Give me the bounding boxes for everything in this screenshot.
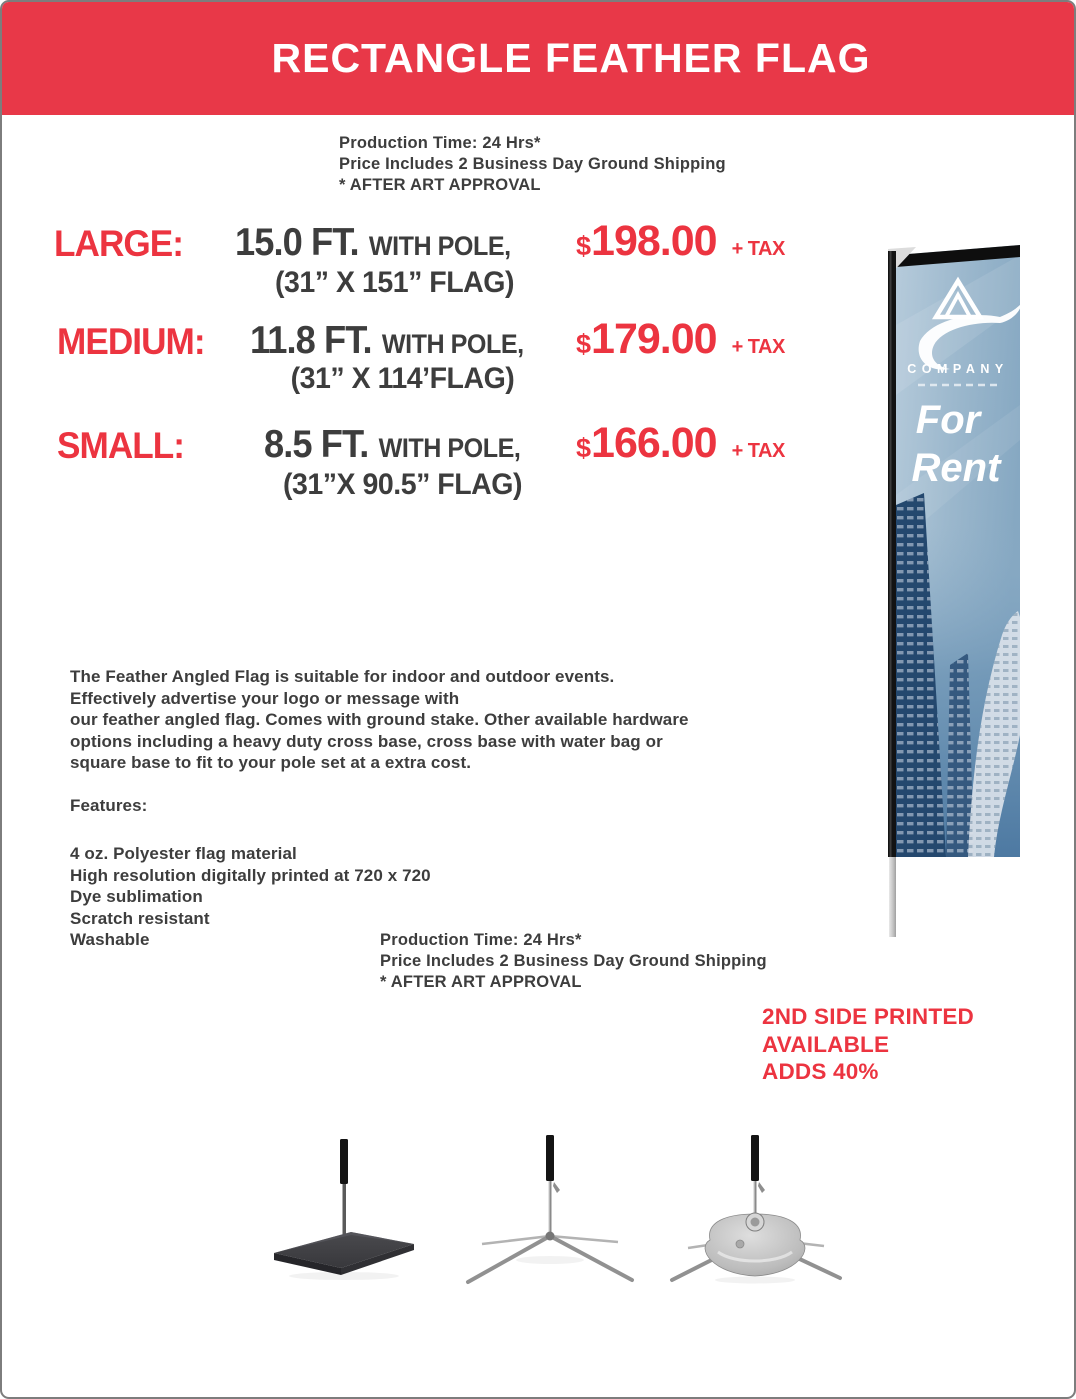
description-line: options including a heavy duty cross base, cross base with water bag or	[70, 731, 663, 751]
currency-symbol: $	[576, 433, 592, 463]
production-note-bottom	[380, 930, 767, 993]
feature-item: Washable	[70, 930, 150, 949]
currency-symbol: $	[576, 231, 592, 261]
feature-item: High resolution digitally printed at 720 x 720	[70, 865, 431, 885]
feature-item: 4 oz. Polyester flag material	[70, 844, 297, 863]
feature-item: Dye sublimation	[70, 887, 203, 906]
production-time-line: Production Time: 24 Hrs*	[339, 134, 541, 152]
spec-pole-medium: WITH POLE,	[381, 329, 524, 359]
header-banner	[2, 2, 1074, 115]
cross-base-water-bag-image	[660, 1132, 850, 1287]
spec-medium	[250, 321, 524, 360]
second-side-line: 2ND SIDE PRINTED	[762, 1004, 974, 1029]
price-amount-small: 166.00	[591, 419, 717, 467]
production-note-top	[339, 133, 726, 196]
art-approval-line: * AFTER ART APPROVAL	[380, 973, 582, 991]
flag-company-label: COMPANY	[907, 362, 1009, 376]
shipping-line: Price Includes 2 Business Day Ground Shipping	[380, 952, 767, 970]
dimensions-medium: (31” X 114’FLAG)	[290, 362, 515, 395]
description-line: our feather angled flag. Comes with ground stake. Other available hardware	[70, 710, 689, 729]
square-base-image	[259, 1135, 429, 1285]
production-time-line: Production Time: 24 Hrs*	[380, 931, 582, 949]
spec-large	[235, 223, 511, 262]
spec-small	[264, 425, 520, 464]
flag-preview-image	[876, 235, 1026, 941]
features-list	[70, 843, 431, 951]
plus-tax-label: + TAX	[731, 440, 785, 462]
price-large	[576, 217, 785, 265]
description-line: square base to fit to your pole set at a extra cost.	[70, 753, 472, 772]
shipping-line: Price Includes 2 Business Day Ground Shipping	[339, 155, 726, 173]
description-line: The Feather Angled Flag is suitable for indoor and outdoor events.	[70, 667, 615, 686]
size-label-medium: MEDIUM:	[57, 321, 205, 362]
price-amount-large: 198.00	[591, 217, 717, 265]
size-label-small: SMALL:	[57, 425, 185, 466]
size-label-large: LARGE:	[54, 223, 184, 264]
spec-pole-small: WITH POLE,	[378, 433, 521, 463]
description-line: Effectively advertise your logo or message with	[70, 688, 460, 708]
plus-tax-label: + TAX	[731, 336, 785, 358]
currency-symbol: $	[576, 329, 592, 359]
cross-base-image	[460, 1132, 640, 1287]
features-heading: Features:	[70, 796, 148, 815]
spec-height-large: 15.0 FT.	[235, 221, 359, 264]
spec-pole-large: WITH POLE,	[368, 231, 511, 261]
plus-tax-label: + TAX	[731, 238, 785, 260]
dimensions-small: (31”X 90.5” FLAG)	[282, 468, 522, 501]
second-side-line: ADDS 40%	[762, 1059, 879, 1084]
price-small	[576, 419, 785, 467]
second-side-line: AVAILABLE	[762, 1031, 890, 1057]
spec-height-medium: 11.8 FT.	[250, 319, 372, 362]
price-medium	[576, 315, 785, 363]
flag-message-line1: For	[915, 398, 981, 442]
page-title: RECTANGLE FEATHER FLAG	[271, 35, 871, 81]
flag-message-line2: Rent	[911, 446, 1001, 490]
art-approval-line: * AFTER ART APPROVAL	[339, 176, 541, 194]
spec-height-small: 8.5 FT.	[264, 423, 369, 466]
second-side-note	[762, 1003, 974, 1086]
dimensions-large: (31” X 151” FLAG)	[274, 266, 514, 299]
price-amount-medium: 179.00	[591, 315, 717, 363]
product-description	[70, 666, 689, 774]
feature-item: Scratch resistant	[70, 908, 210, 928]
